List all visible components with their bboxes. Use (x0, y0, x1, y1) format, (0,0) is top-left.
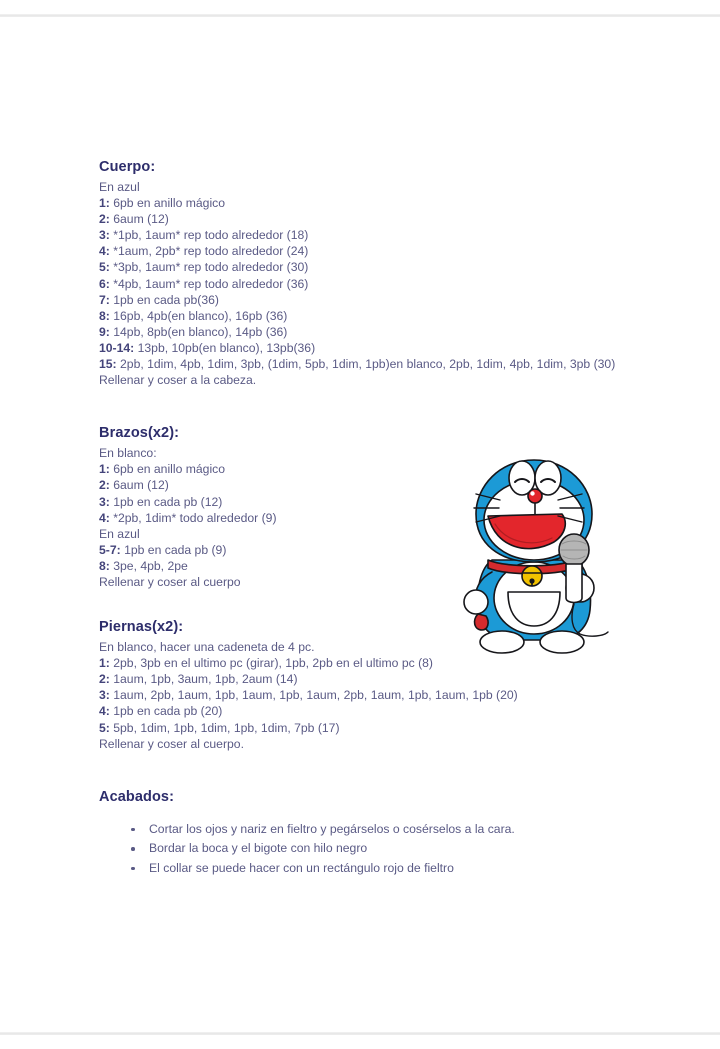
pattern-line (99, 179, 639, 195)
pattern-line (99, 510, 639, 526)
pattern-line (99, 445, 639, 461)
bullet-icon (131, 867, 135, 871)
pattern-line (99, 671, 639, 687)
brazos-lines (99, 445, 639, 590)
line-text: 3pe, 4pb, 2pe (109, 558, 188, 573)
section-brazos (99, 424, 639, 590)
section-cuerpo (99, 158, 639, 388)
section-acabados (99, 788, 639, 879)
page-divider-bottom (0, 1032, 720, 1035)
list-item (99, 820, 639, 840)
bullet-icon (131, 828, 135, 832)
pattern-line (99, 356, 639, 372)
pattern-line (99, 292, 639, 308)
line-text: 1aum, 1pb, 3aum, 1pb, 2aum (14) (109, 672, 298, 687)
line-prefix: 2: (99, 478, 110, 493)
line-text: *1aum, 2pb* rep todo alrededor (24) (109, 244, 309, 259)
pattern-line (99, 340, 639, 356)
piernas-lines (99, 639, 639, 752)
section-gap (99, 590, 639, 618)
pattern-line (99, 259, 639, 275)
pattern-line (99, 720, 639, 736)
section-heading-cuerpo: Cuerpo: (99, 159, 156, 175)
line-text: En azul (99, 180, 140, 194)
line-text: Rellenar y coser al cuerpo (99, 574, 241, 589)
line-prefix: 8: (99, 308, 110, 323)
pattern-line (99, 276, 639, 292)
line-text: 1pb en cada pb (12) (109, 494, 223, 509)
section-heading-acabados: Acabados: (99, 788, 175, 805)
pattern-line (99, 243, 639, 259)
line-text: 1pb en cada pb (20) (109, 704, 223, 719)
pattern-line (99, 703, 639, 719)
line-text: 2pb, 3pb en el ultimo pc (girar), 1pb, 2pb en el ultimo pc (8) (109, 656, 433, 671)
section-piernas (99, 618, 639, 752)
line-text: 14pb, 8pb(en blanco), 14pb (36) (109, 324, 288, 339)
line-prefix: 5: (99, 260, 110, 275)
pattern-line (99, 736, 639, 752)
line-prefix: 8: (99, 558, 110, 573)
line-text: 6aum (12) (109, 478, 169, 493)
line-prefix: 4: (99, 244, 110, 259)
line-text: 6pb en anillo mágico (109, 462, 226, 477)
line-text: Rellenar y coser a la cabeza. (99, 373, 257, 388)
section-gap (99, 388, 639, 424)
line-prefix: 3: (99, 228, 110, 243)
bullet-icon (131, 847, 135, 851)
pattern-line (99, 574, 639, 590)
line-prefix: 15: (99, 357, 117, 372)
pattern-line (99, 542, 639, 558)
pattern-line (99, 639, 639, 655)
line-text: *2pb, 1dim* todo alrededor (9) (109, 510, 277, 525)
line-prefix: 9: (99, 324, 110, 339)
line-text: En blanco, hacer una cadeneta de 4 pc. (99, 640, 315, 655)
line-text: En blanco: (99, 446, 157, 461)
line-prefix: 5-7: (99, 542, 121, 557)
line-text: *4pb, 1aum* rep todo alrededor (36) (109, 276, 309, 291)
line-text: *1pb, 1aum* rep todo alrededor (18) (109, 228, 309, 243)
line-prefix: 6: (99, 276, 110, 291)
pattern-line (99, 526, 639, 542)
line-text: 16pb, 4pb(en blanco), 16pb (36) (109, 308, 288, 323)
pattern-line (99, 227, 639, 243)
line-prefix: 7: (99, 292, 110, 307)
list-item (99, 839, 639, 859)
line-prefix: 4: (99, 510, 110, 525)
line-text: 1aum, 2pb, 1aum, 1pb, 1aum, 1pb, 1aum, 2pb, 1aum, 1pb, 1aum, 1pb (20) (109, 688, 518, 703)
line-prefix: 4: (99, 704, 110, 719)
section-gap (99, 752, 639, 788)
pattern-line (99, 372, 639, 388)
line-prefix: 2: (99, 212, 110, 227)
pattern-line (99, 558, 639, 574)
list-item-text: Bordar la boca y el bigote con hilo negro (149, 841, 368, 856)
section-heading-piernas: Piernas(x2): (99, 619, 184, 636)
pattern-line (99, 324, 639, 340)
list-item-text: El collar se puede hacer con un rectángulo rojo de fieltro (149, 860, 454, 875)
pattern-line (99, 195, 639, 211)
page-divider-top (0, 14, 720, 17)
line-text: 1pb en cada pb(36) (109, 292, 219, 307)
line-text: 2pb, 1dim, 4pb, 1dim, 3pb, (1dim, 5pb, 1dim, 1pb)en blanco, 2pb, 1dim, 4pb, 1dim, 3pb (30) (116, 357, 616, 372)
acabados-bullet-list (99, 820, 639, 879)
line-text: 5pb, 1dim, 1pb, 1dim, 1pb, 1dim, 7pb (17) (109, 720, 340, 735)
line-text: 13pb, 10pb(en blanco), 13pb(36) (134, 340, 316, 355)
line-prefix: 2: (99, 672, 110, 687)
line-prefix: 5: (99, 720, 110, 735)
line-text: 6pb en anillo mágico (109, 196, 226, 211)
line-prefix: 1: (99, 196, 110, 211)
line-prefix: 3: (99, 494, 110, 509)
pattern-content (99, 158, 639, 878)
line-prefix: 1: (99, 462, 110, 477)
line-text: *3pb, 1aum* rep todo alrededor (30) (109, 260, 309, 275)
pattern-line (99, 655, 639, 671)
cuerpo-lines (99, 179, 639, 388)
line-prefix: 1: (99, 656, 110, 671)
pattern-line (99, 461, 639, 477)
list-item-text: Cortar los ojos y nariz en fieltro y pegárselos o cosérselos a la cara. (149, 821, 515, 836)
pattern-line (99, 494, 639, 510)
line-text: En azul (99, 526, 140, 541)
list-item (99, 859, 639, 879)
line-text: 6aum (12) (109, 212, 169, 227)
pattern-line (99, 211, 639, 227)
line-text: Rellenar y coser al cuerpo. (99, 736, 244, 751)
line-text: 1pb en cada pb (9) (120, 542, 227, 557)
line-prefix: 3: (99, 688, 110, 703)
section-heading-brazos: Brazos(x2): (99, 425, 180, 442)
pattern-line (99, 477, 639, 493)
pattern-line (99, 308, 639, 324)
line-prefix: 10-14: (99, 340, 135, 355)
pattern-line (99, 687, 639, 703)
